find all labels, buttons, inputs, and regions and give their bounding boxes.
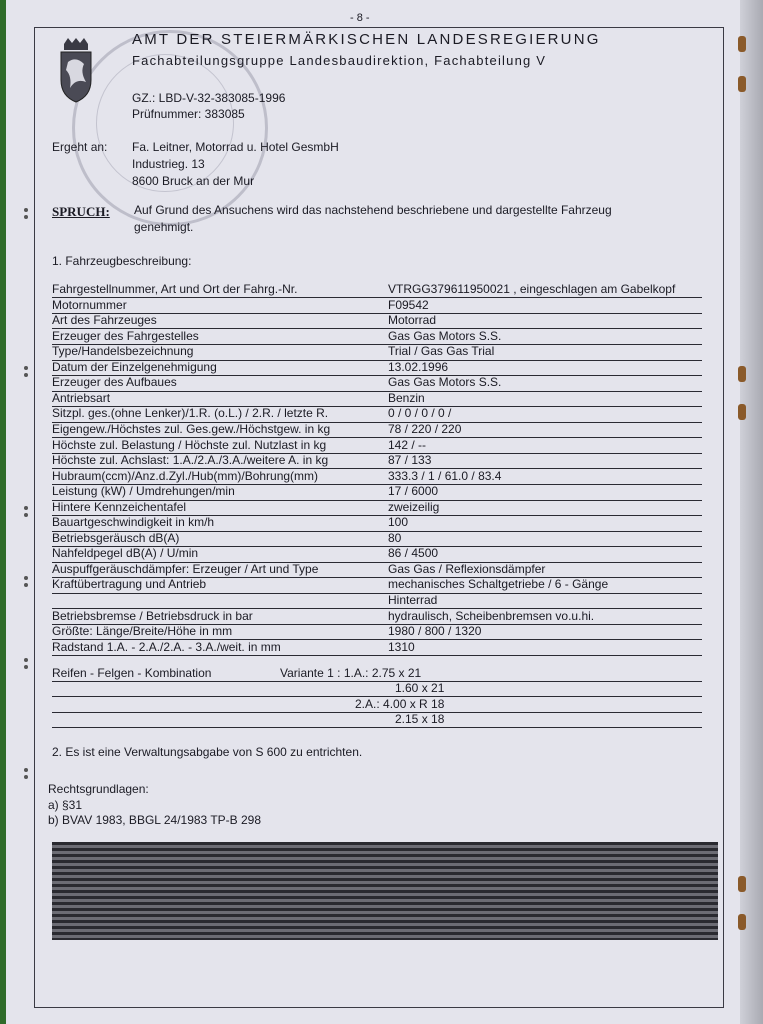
table-row xyxy=(52,609,702,625)
fee-notice: 2. Es ist eine Verwaltungsabgabe von S 600 zu entrichten. xyxy=(52,745,363,759)
ruling-label: SPRUCH: xyxy=(52,204,110,219)
table-row xyxy=(52,453,702,469)
reference-number: GZ.: LBD-V-32-383085-1996 xyxy=(132,91,286,105)
row-value: 333.3 / 1 / 61.0 / 83.4 xyxy=(388,468,502,483)
page-edge xyxy=(740,0,763,1024)
binder-clip xyxy=(738,366,746,382)
row-value: 13.02.1996 xyxy=(388,359,449,374)
row-label: Radstand 1.A. - 2.A./2.A. - 3.A./weit. in mm xyxy=(52,639,281,654)
legal-item-b: b) BVAV 1983, BBGL 24/1983 TP-B 298 xyxy=(48,813,262,827)
row-value: Motorrad xyxy=(388,313,437,328)
table-row xyxy=(52,360,702,376)
redacted-area xyxy=(52,842,718,940)
binder-clip xyxy=(738,876,746,892)
table-row xyxy=(52,624,702,640)
row-value: 0 / 0 / 0 / 0 / xyxy=(388,406,452,421)
row-value: Gas Gas / Reflexionsdämpfer xyxy=(388,561,546,576)
row-label: Motornummer xyxy=(52,297,127,312)
department-title: Fachabteilungsgruppe Landesbaudirektion, Fachabteilung V xyxy=(132,53,547,68)
tire-value: 2.A.: 4.00 x R 18 xyxy=(355,697,445,711)
binder-clip xyxy=(738,36,746,52)
binder-clip xyxy=(738,76,746,92)
table-row xyxy=(52,500,702,516)
table-row xyxy=(52,422,702,438)
recipient-city: 8600 Bruck an der Mur xyxy=(132,174,255,188)
recipient-street: Industrieg. 13 xyxy=(132,157,205,171)
row-value: 1310 xyxy=(388,639,415,654)
table-row xyxy=(52,329,702,345)
table-row xyxy=(52,282,702,298)
tire-value: 1.60 x 21 xyxy=(395,681,445,695)
row-value: zweizeilig xyxy=(388,499,440,514)
ruling-text-cont: genehmigt. xyxy=(134,220,194,234)
legal-title: Rechtsgrundlagen: xyxy=(48,782,149,796)
table-row xyxy=(52,531,702,547)
row-label: Größte: Länge/Breite/Höhe in mm xyxy=(52,624,233,639)
punch-holes xyxy=(22,364,36,378)
recipient-label: Ergeht an: xyxy=(52,140,108,154)
row-value: 78 / 220 / 220 xyxy=(388,421,462,436)
table-row xyxy=(52,391,702,407)
row-value: VTRGG379611950021 , eingeschlagen am Gabelkopf xyxy=(388,282,676,296)
tire-row xyxy=(52,681,702,697)
punch-holes xyxy=(22,206,36,220)
row-value: 100 xyxy=(388,515,409,530)
table-row xyxy=(52,515,702,531)
row-label: Hubraum(ccm)/Anz.d.Zyl./Hub(mm)/Bohrung(mm) xyxy=(52,468,319,483)
tire-row xyxy=(52,666,702,682)
row-label: Betriebsgeräusch dB(A) xyxy=(52,530,180,545)
row-value: Gas Gas Motors S.S. xyxy=(388,375,502,390)
row-label: Antriebsart xyxy=(52,390,111,405)
table-row xyxy=(52,484,702,500)
row-label: Erzeuger des Fahrgestelles xyxy=(52,328,199,343)
punch-holes xyxy=(22,504,36,518)
tire-variant: Variante 1 : 1.A.: 2.75 x 21 xyxy=(280,666,422,680)
table-row xyxy=(52,577,702,593)
punch-holes xyxy=(22,656,36,670)
binder-clip xyxy=(738,914,746,930)
row-label: Datum der Einzelgenehmigung xyxy=(52,359,217,374)
row-value: F09542 xyxy=(388,297,429,312)
table-row xyxy=(52,438,702,454)
binder-clip xyxy=(738,404,746,420)
row-value: 86 / 4500 xyxy=(388,546,439,561)
row-label: Eigengew./Höchstes zul. Ges.gew./Höchstgew. in kg xyxy=(52,421,331,436)
row-value: 142 / -- xyxy=(388,437,427,452)
tire-value: 2.15 x 18 xyxy=(395,712,445,726)
test-number: Prüfnummer: 383085 xyxy=(132,107,245,121)
table-row xyxy=(52,344,702,360)
recipient-name: Fa. Leitner, Motorrad u. Hotel GesmbH xyxy=(132,140,339,154)
tire-row xyxy=(52,712,702,728)
ruling-text: Auf Grund des Ansuchens wird das nachstehend beschriebene und dargestellte Fahrzeug xyxy=(134,203,612,217)
row-value: 87 / 133 xyxy=(388,453,432,468)
tire-row xyxy=(52,697,702,713)
row-value: hydraulisch, Scheibenbremsen vo.u.hi. xyxy=(388,608,595,623)
row-value: 1980 / 800 / 1320 xyxy=(388,624,482,639)
page-number: - 8 - xyxy=(350,12,370,24)
row-label: Sitzpl. ges.(ohne Lenker)/1.R. (o.L.) / 2.R. / letzte R. xyxy=(52,406,329,421)
table-row xyxy=(52,546,702,562)
official-stamp-inner xyxy=(96,54,234,192)
row-label: Kraftübertragung und Antrieb xyxy=(52,577,207,592)
authority-title: AMT DER STEIERMÄRKISCHEN LANDESREGIERUNG xyxy=(132,31,601,48)
row-value: mechanisches Schaltgetriebe / 6 - Gänge xyxy=(388,577,609,592)
coat-of-arms-icon xyxy=(56,38,96,108)
row-value: Benzin xyxy=(388,390,425,405)
tire-label: Reifen - Felgen - Kombination xyxy=(52,666,212,680)
row-value: 17 / 6000 xyxy=(388,484,439,499)
row-label: Nahfeldpegel dB(A) / U/min xyxy=(52,546,199,561)
punch-holes xyxy=(22,574,36,588)
row-label: Fahrgestellnummer, Art und Ort der Fahrg.-Nr. xyxy=(52,282,298,296)
row-label: Betriebsbremse / Betriebsdruck in bar xyxy=(52,608,253,623)
row-value: Gas Gas Motors S.S. xyxy=(388,328,502,343)
row-label: Hintere Kennzeichentafel xyxy=(52,499,187,514)
table-row xyxy=(52,593,702,609)
table-row xyxy=(52,313,702,329)
row-label: Type/Handelsbezeichnung xyxy=(52,344,194,359)
row-label: Auspuffgeräuschdämpfer: Erzeuger / Art und Type xyxy=(52,561,319,576)
legal-item-a: a) §31 xyxy=(48,798,83,812)
row-label: Bauartgeschwindigkeit in km/h xyxy=(52,515,215,530)
row-label: Art des Fahrzeuges xyxy=(52,313,157,328)
punch-holes xyxy=(22,766,36,780)
table-row xyxy=(52,562,702,578)
row-value: 80 xyxy=(388,530,402,545)
table-row xyxy=(52,640,702,656)
row-label: Leistung (kW) / Umdrehungen/min xyxy=(52,484,235,499)
row-value: Hinterrad xyxy=(388,593,438,607)
row-value: Trial / Gas Gas Trial xyxy=(388,344,495,359)
row-label: Erzeuger des Aufbaues xyxy=(52,375,177,390)
section-title: 1. Fahrzeugbeschreibung: xyxy=(52,254,192,268)
table-row xyxy=(52,406,702,422)
row-label: Höchste zul. Achslast: 1.A./2.A./3.A./weitere A. in kg xyxy=(52,453,329,468)
row-label: Höchste zul. Belastung / Höchste zul. Nutzlast in kg xyxy=(52,437,327,452)
table-row xyxy=(52,469,702,485)
table-row xyxy=(52,298,702,314)
table-row xyxy=(52,375,702,391)
